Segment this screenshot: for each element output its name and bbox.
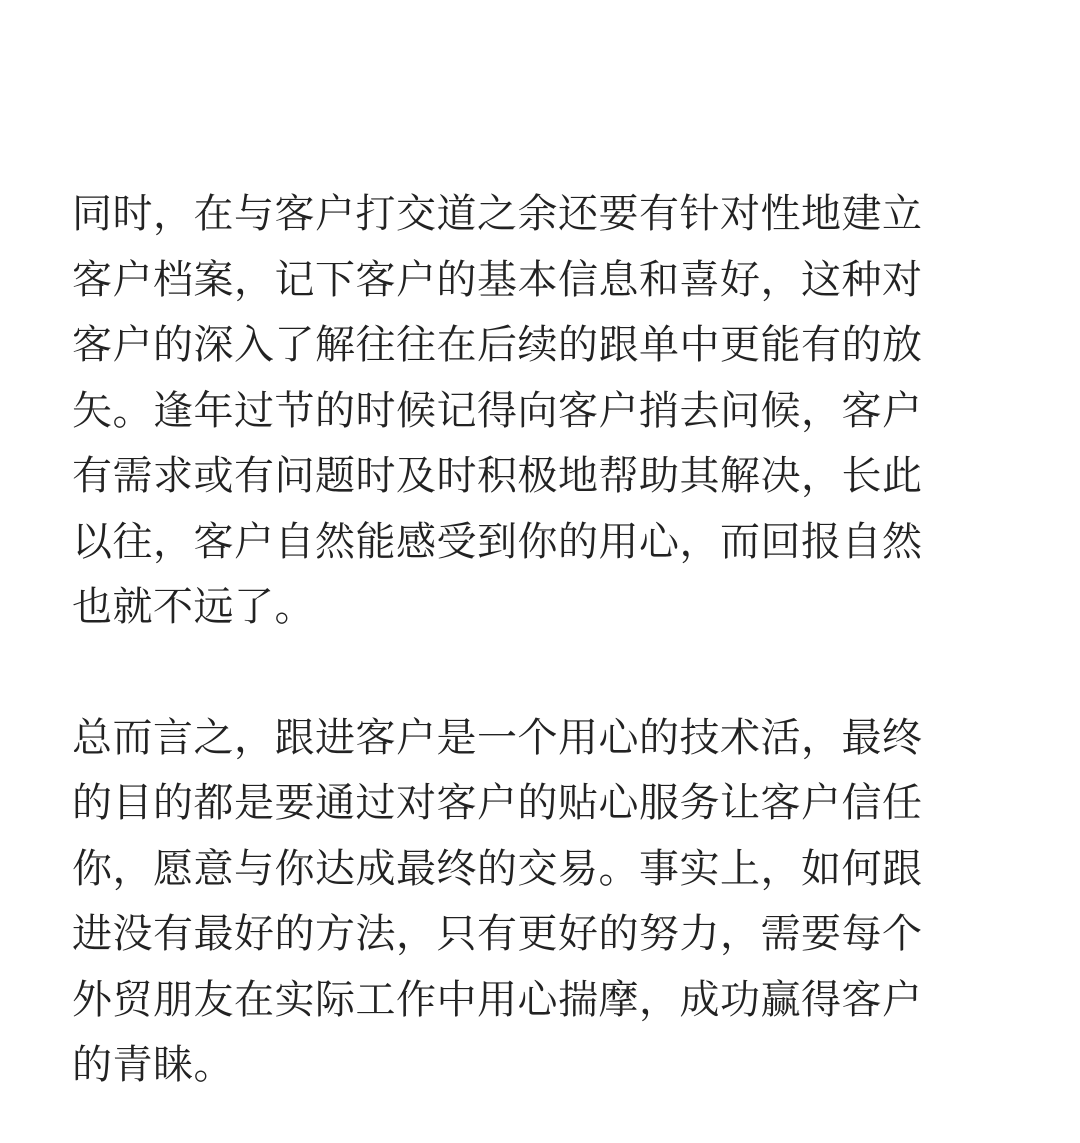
text-line: 你，愿意与你达成最终的交易。事实上，如何跟 [72,845,923,892]
text-line: 也就不远了。 [72,584,315,630]
text-line: 矢。逢年过节的时候记得向客户捎去问候，客户 [72,387,923,434]
text-line: 进没有最好的方法，只有更好的努力，需要每个 [72,911,923,957]
text-line: 外贸朋友在实际工作中用心揣摩，成功赢得客户 [72,976,923,1023]
text-line: 同时，在与客户打交道之余还要有针对性地建立 [72,191,923,237]
text-line: 有需求或有问题时及时积极地帮助其解决，长此 [72,453,923,499]
text-line: 客户的深入了解往往在后续的跟单中更能有的放 [72,322,923,368]
text-line: 的青睐。 [72,1042,234,1088]
paragraph-customer-profile [72,182,992,641]
paragraph-conclusion [72,706,992,1099]
text-line: 客户档案，记下客户的基本信息和喜好，这种对 [72,256,923,303]
article-body [72,182,992,1099]
text-line: 总而言之，跟进客户是一个用心的技术活，最终 [72,714,923,761]
text-line: 的目的都是要通过对客户的贴心服务让客户信任 [72,780,923,826]
text-line: 以往，客户自然能感受到你的用心，而回报自然 [72,518,923,565]
